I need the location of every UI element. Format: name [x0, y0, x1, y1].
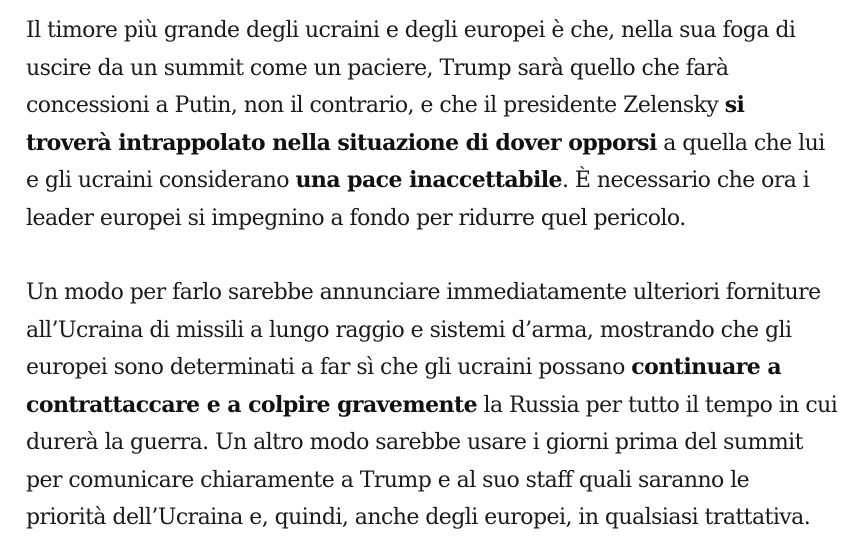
- text-run: a quella che lui: [656, 130, 825, 156]
- text-run: leader europei si impegnino a fondo per ridurre quel pericolo.: [26, 205, 686, 231]
- paragraph-line: [26, 499, 836, 537]
- paragraph-line: [26, 462, 836, 500]
- paragraph-line: [26, 50, 836, 88]
- text-run: per comunicare chiaramente a Trump e al suo staff quali saranno le: [26, 467, 750, 493]
- paragraph-line: [26, 312, 836, 350]
- bold-emphasis: contrattaccare e a colpire gravemente: [26, 391, 478, 418]
- paragraph-line: [26, 387, 836, 425]
- bold-emphasis: si: [724, 92, 745, 118]
- text-run: Un modo per farlo sarebbe annunciare immediatamente ulteriori forniture: [26, 280, 821, 305]
- text-run: la Russia per tutto il tempo in cui: [477, 392, 838, 418]
- text-run: e gli ucraini considerano: [26, 168, 296, 193]
- text-run: uscire da un summit come un paciere, Trump sarà quello che farà: [26, 55, 729, 81]
- paragraph-line: [26, 162, 836, 200]
- paragraph-line: [26, 125, 836, 163]
- text-run: durerà la guerra. Un altro modo sarebbe usare i giorni prima del summit: [26, 430, 803, 455]
- text-run: concessioni a Putin, non il contrario, e che il presidente Zelensky: [26, 93, 725, 118]
- paragraph-line: [26, 12, 836, 50]
- paragraph-line: [26, 87, 836, 125]
- text-run: europei sono determinati a far sì che gli ucraini possano: [26, 355, 632, 380]
- paragraph-line: [26, 274, 836, 312]
- bold-emphasis: continuare a: [631, 354, 782, 380]
- bold-emphasis: una pace inaccettabile: [295, 167, 563, 193]
- paragraph-line: [26, 424, 836, 462]
- article-body: [26, 12, 836, 537]
- paragraph-1: [26, 12, 836, 237]
- paragraph-2: [26, 274, 836, 537]
- paragraph-line: [26, 200, 836, 238]
- text-run: all’Ucraina di missili a lungo raggio e sistemi d’arma, mostrando che gli: [26, 317, 792, 343]
- text-run: Il timore più grande degli ucraini e degli europei è che, nella sua foga di: [26, 18, 796, 43]
- text-run: priorità dell’Ucraina e, quindi, anche degli europei, in qualsiasi trattativa.: [26, 505, 811, 530]
- paragraph-line: [26, 349, 836, 387]
- text-run: . È necessario che ora i: [562, 168, 810, 193]
- bold-emphasis: troverà intrappolato nella situazione di dover opporsi: [26, 129, 657, 156]
